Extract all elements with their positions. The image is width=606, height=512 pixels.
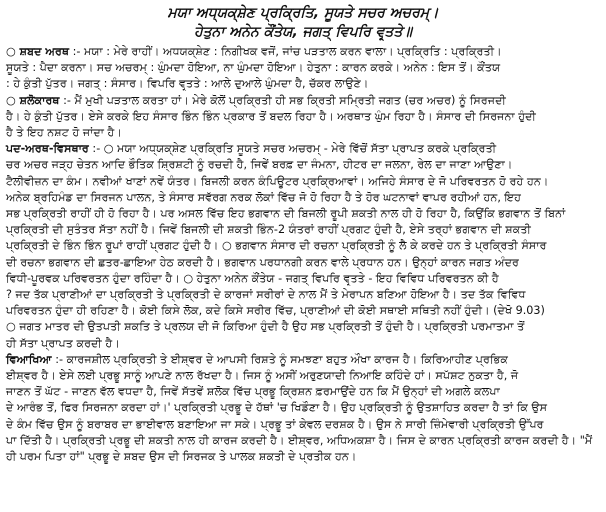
pad-arth-line-11: ○ ਜਗਤ ਮਾਤਰ ਦੀ ਉਤਪਤੀ ਸ਼ਕਤਿ ਤੇ ਪ੍ਰਲਯ ਦੀ ਜੋ ਕਿਰਿਆ ਹੁੰਦੀ ਹੈ ਉਹ ਸਭ ਪ੍ਰਕ੍ਰਿਤੀ ਤੋਂ ਹੁੰਦੀ ਹੈ। ਪ੍ਰਕ੍ਰਿਤੀ ਪਰਮਾਤਮਾ ਤੋਂ xyxy=(6,320,525,334)
pad-arth-line-6: ਪ੍ਰਕ੍ਰਿਤੀ ਦੇ ਭਿੰਨ ਭਿੰਨ ਰੂਪਾਂ ਰਾਹੀਂ ਪ੍ਰਗਟ ਹੁੰਦੀ ਹੈ। ○ ਭਗਵਾਨ ਸੰਸਾਰ ਦੀ ਰਚਨਾ ਪ੍ਰਕ੍ਰਿਤੀ ਨੂੰ ਲੈ ਕੇ ਕਰਦੇ ਹਨ ਤੇ ਪ੍ਰਕ੍ਰਿਤੀ ਸੰਸਾਰ xyxy=(6,239,547,253)
viakhia-line-5: ਪਾ ਦਿੱਤੀ ਹੈ। ਪ੍ਰਕ੍ਰਿਤੀ ਪ੍ਰਭੂ ਦੀ ਸ਼ਕਤੀ ਨਾਲ ਹੀ ਕਾਰਜ ਕਰਦੀ ਹੈ। ਈਸ਼੍ਵਰ, ਅਧਿਅਕਸ਼ਾ ਹੈ। ਜਿਸ ਦੇ ਕਾਰਨ ਪ੍ਰਕ੍ਰਿਤੀ ਕਾਰਜ ਕਰਦੀ ਹੈ। "ਮੈਂ xyxy=(6,433,593,447)
shabad-arth-section xyxy=(6,44,600,93)
shabad-arth-heading: ○ ਸ਼ਬਦ ਅਰਥ xyxy=(6,45,70,58)
viakhia-line-4: ਦੇ ਕੰਮ ਵਿੱਚ ਉਸ ਨੂੰ ਬਰਾਬਰ ਦਾ ਭਾਈਵਾਲ ਬਣਾਇਆ ਜਾ ਸਕੇ। ਪ੍ਰਭੂ ਤਾਂ ਕੇਵਲ ਦਰਸ਼ਕ ਹੈ। ਉਸ ਨੇ ਸਾਰੀ ਜ਼ਿੰਮੇਵਾਰੀ ਪ੍ਰਕ੍ਰਿਤੀ ਉੱਪਰ xyxy=(6,417,544,431)
pad-arth-line-9: ? ਜਦ ਤੱਕ ਪ੍ਰਾਣੀਆਂ ਦਾ ਪ੍ਰਕ੍ਰਿਤੀ ਤੇ ਪ੍ਰਕ੍ਰਿਤੀ ਦੇ ਕਾਰਜਾਂ ਸਰੀਰਾਂ ਦੇ ਨਾਲ ਮੈਂ ਤੇ ਮੇਰਾਪਨ ਬਣਿਆ ਹੋਇਆ ਹੈ। ਤਦ ਤੱਕ ਵਿਵਿਧ xyxy=(6,288,526,302)
shlokarth-heading: ○ ਸ਼ਲੋਕਾਰਥ xyxy=(6,93,60,107)
pad-arth-heading: ਪਦ-ਅਰਥ-ਵਿਸਥਾਰ xyxy=(6,142,89,156)
viakhia-section xyxy=(6,352,600,465)
verse-line-2: ਹੇਤੁਨਾ ਅਨੇਨ ਕੌਂਤੇਯ, ਜਗਤ੍ ਵਿਪਰਿ ਵਰ੍ਤਤੇ॥ xyxy=(194,24,412,40)
shabad-arth-line-2: : ਹੇ ਕੁੰਤੀ ਪੁੱਤਰ। ਜਗਤ੍ : ਸੰਸਾਰ। ਵਿਪਰਿ ਵਰ੍ਤਤੇ : ਆਲੇ ਦੁਆਲੇ ਘੁੰਮਦਾ ਹੈ, ਚੱਕਰ ਲਾਉਣੇ। xyxy=(6,77,369,91)
pad-arth-section xyxy=(6,141,600,352)
viakhia-line-6: ਹੀ ਪਰਮ ਪਿਤਾ ਹਾਂ" ਪ੍ਰਭੂ ਦੇ ਸ਼ਬਦ ਉਸ ਦੀ ਸਿਰਜਕ ਤੇ ਪਾਲਕ ਸ਼ਕਤੀ ਦੇ ਪ੍ਰਤੀਕ ਹਨ। xyxy=(6,450,357,464)
viakhia-line-2: ਜਾਣਨ ਤੋਂ ਘੱਟ - ਜਾਣਨ ਵੱਲ ਵਧਦਾ ਹੈ, ਜਿਵੇਂ ਸੱਤਵੇਂ ਸ਼ਲੋਕ ਵਿੱਚ ਪ੍ਰਭੂ ਕ੍ਰਿਸ਼ਨ ਫ਼ਰਮਾਉਂਦੇ ਹਨ ਕਿ ਮੈਂ ਉਨ੍ਹਾਂ ਦੀ ਅਗਲੇ ਕਲਪਾ xyxy=(6,385,500,399)
shlokarth-line-2: ਹੈ ਤੇ ਇਹ ਨਸ਼ਟ ਹੋ ਜਾਂਦਾ ਹੈ। xyxy=(6,126,122,140)
pad-arth-line-10: ਪਰਿਵਰਤਨ ਹੁੰਦਾ ਹੀ ਰਹਿਣਾ ਹੈ। ਕੋਈ ਕਿਸੇ ਲੋਕ, ਕਦੇ ਕਿਸੇ ਸਰੀਰ ਵਿੱਚ, ਪ੍ਰਾਣੀਆਂ ਦੀ ਕੋਈ ਸਥਾਈ ਸਥਿਤੀ ਨਹੀਂ ਹੁੰਦੀ। (ਦੇਖੋ 9.03) xyxy=(6,304,545,318)
pad-arth-line-7: ਦੀ ਰਚਨਾ ਭਗਵਾਨ ਦੀ ਛਤਰ-ਛਾਇਆ ਹੇਠ ਕਰਦੀ ਹੈ। ਭਗਵਾਨ ਪਰਧਾਨਗੀ ਕਰਨ ਵਾਲੇ ਪ੍ਰਧਾਨ ਹਨ। ਉਨ੍ਹਾਂ ਕਾਰਨ ਜਗਤ ਅੰਦਰ xyxy=(6,255,519,269)
verse-line-1: ਮਯਾ ਅਧ੍ਯਕ੍ਸ਼ੇਣ ਪ੍ਰਕ੍ਰਿਤਿ, ਸੂਯਤੇ ਸਚਰ ਅਚਰਮ੍। xyxy=(167,5,439,21)
pad-arth-line-3: ਅਨੇਕ ਬ੍ਰਹਿਮੰਡ ਦਾ ਸਿਰਜਨ ਪਾਲਨ, ਤੇ ਸੰਸਾਰ ਸਵੱਰਗ ਨਰਕ ਲੋਕਾਂ ਵਿੱਚ ਜੋ ਹੋ ਰਿਹਾ ਹੈ ਤੇ ਹੋਰ ਘਟਨਾਵਾਂ ਵਾਪਰ ਰਹੀਆਂ ਹਨ, ਇਹ xyxy=(6,190,522,204)
viakhia-line-1: ਈਸ਼੍ਵਰ ਹੈ। ਏਸੇ ਲਈ ਪ੍ਰਭੂ ਸਾਨੂੰ ਆਪਣੇ ਨਾਲ ਰੱਖਦਾ ਹੈ। ਜਿਸ ਨੂੰ ਅਸੀਂ ਅਰੁਣਯਾਦੀ ਨਿਆਇ ਕਹਿੰਦੇ ਹਾਂ। ਸਪੱਸ਼ਟ ਨੁਕਤਾ ਹੈ, ਜੋ xyxy=(6,369,519,383)
pad-arth-line-2: ਟੈਲੀਵੀਜ਼ਨ ਦਾ ਕੰਮ। ਨਵੀਆਂ ਖਾਣਾਂ ਨਵੇਂ ਯੰਤਰ। ਬਿਜਲੀ ਕਰਨ ਕੰਪਿਊਟਰ ਪ੍ਰਕ੍ਰਿਆਵਾਂ। ਅਜਿਹੇ ਸੰਸਾਰ ਦੇ ਜੋ ਪਰਿਵਰਤਨ ਹੋ ਰਹੇ ਹਨ। xyxy=(6,174,549,188)
shabad-arth-line-1: ਸੂਯਤੇ : ਪੈਦਾ ਕਰਨਾ। ਸਚ ਅਚਰਮ੍ : ਘੁੰਮਦਾ ਹੋਇਆ, ਨਾ ਘੁੰਮਦਾ ਹੋਇਆ। ਹੇਤੁਨਾ : ਕਾਰਨ ਕਰਕੇ। ਅਨੇਨ : ਇਸ ਤੋਂ। ਕੌਂਤਯ xyxy=(6,61,501,75)
pad-arth-line-12: ਹੀ ਸੱਤਾ ਪ੍ਰਾਪਤ ਕਰਦੀ ਹੈ। xyxy=(6,336,120,350)
shlokarth-section xyxy=(6,93,600,142)
shlokarth-line-0: ○ ਸ਼ਲੋਕਾਰਥ :- ਮੈਂ ਮੁਖੀ ਪੜਤਾਲ ਕਰਤਾ ਹਾਂ। ਮੇਰੇ ਕੋਲੋਂ ਪ੍ਰਕ੍ਰਿਤੀ ਹੀ ਸਭ ਕ੍ਰਿਤੀ ਸਮ੍ਰਿਤੀ ਜਗਤ (ਚਰ ਅਚਰ) ਨੂੰ ਸਿਰਜਦੀ xyxy=(6,93,506,107)
pad-arth-line-1: ਚਰ ਅਚਰ ਜੜ੍ਹ ਚੇਤਨ ਆਦਿ ਭੌਤਿਕ ਸ਼੍ਰਿਸ਼ਟੀ ਨੂੰ ਰਚਦੀ ਹੈ, ਜਿਵੇਂ ਬਰਫ਼ ਦਾ ਜੰਮਨਾ, ਹੀਟਰ ਦਾ ਜਲਨਾ, ਰੇਲ ਦਾ ਜਾਣਾ ਆਉਣਾ। xyxy=(6,158,513,172)
viakhia-line-0: ਵਿਆਖਿਆ :- ਕਾਰਜਸ਼ੀਲ ਪ੍ਰਕ੍ਰਿਤੀ ਤੇ ਈਸ਼੍ਵਰ ਦੇ ਆਪਸੀ ਰਿਸ਼ਤੇ ਨੂੰ ਸਮਝਣਾ ਬਹੁਤ ਔਖਾ ਕਾਰਜ ਹੈ। ਕਿਰਿਆਹੀਣ ਪ੍ਰਭਿਕ xyxy=(6,352,509,366)
pad-arth-line-8: ਵਿਧੀ-ਪੂਰਵਕ ਪਰਿਵਰਤਨ ਹੁੰਦਾ ਰਹਿੰਦਾ ਹੈ। ○ ਹੇਤੁਨਾ ਅਨੇਨ ਕੌਂਤੇਯ - ਜਗਤ੍ ਵਿਪਰਿ ਵਰ੍ਤਤੇ - ਇਹ ਵਿਵਿਧ ਪਰਿਵਰਤਨ ਕੀ ਹੈ xyxy=(6,271,499,285)
shabad-arth-line-0: ○ ਸ਼ਬਦ ਅਰਥ :- ਮਯਾ : ਮੇਰੇ ਰਾਹੀਂ। ਅਧਯਕ੍ਸ਼ੇਣ : ਨਿਗੀਖਕ ਵਜੋਂ, ਜਾਂਚ ਪੜਤਾਲ ਕਰਨ ਵਾਲਾ। ਪ੍ਰਕ੍ਰਿਤਿ : ਪ੍ਰਕ੍ਰਿਤੀ। xyxy=(6,45,502,58)
pad-arth-line-5: ਪ੍ਰਕ੍ਰਿਤੀ ਦੀ ਸੁਤੰਤਰ ਸੱਤਾ ਨਹੀਂ ਹੈ। ਜਿਵੇਂ ਬਿਜਲੀ ਦੀ ਸ਼ਕਤੀ ਭਿੰਨ-2 ਯੰਤਰਾਂ ਰਾਹੀਂ ਪ੍ਰਗਟ ਹੁੰਦੀ ਹੈ, ਏਸੇ ਤਰ੍ਹਾਂ ਭਗਵਾਨ ਦੀ ਸ਼ਕਤੀ xyxy=(6,223,531,237)
viakhia-line-3: ਦੇ ਆਰੰਭ ਤੋਂ, ਫਿਰ ਸਿਰਜਨਾ ਕਰਦਾ ਹਾਂ।' ਪ੍ਰਕ੍ਰਿਤੀ ਪ੍ਰਭੂ ਦੇ ਹੱਥਾਂ 'ਚ ਖਿਡੌਣਾ ਹੈ। ਉਹ ਪ੍ਰਕ੍ਰਿਤੀ ਨੂੰ ਉਤਸ਼ਾਹਿਤ ਕਰਦਾ ਹੈ ਤਾਂ ਕਿ ਉਸ xyxy=(6,401,548,415)
pad-arth-line-0: ਪਦ-ਅਰਥ-ਵਿਸਥਾਰ :- ○ ਮਯਾ ਅਧ੍ਯਕ੍ਸ਼ੇਣ ਪ੍ਰਕ੍ਰਿਤਿ ਸੂਯਤੇ ਸਚਰ ਅਚਰਮ੍ - ਮੇਰੇ ਵਿੱਚੋਂ ਸੱਤਾ ਪ੍ਰਾਪਤ ਕਰਕੇ ਪ੍ਰਕ੍ਰਿਤੀ xyxy=(6,142,497,156)
viakhia-heading: ਵਿਆਖਿਆ xyxy=(6,352,52,366)
shlokarth-line-1: ਹੈ। ਹੇ ਕੁੰਤੀ ਪੁੱਤਰ। ਏਸੇ ਕਰਕੇ ਇਹ ਸੰਸਾਰ ਭਿੰਨ ਭਿੰਨ ਪ੍ਰਕਾਰ ਤੋਂ ਬਦਲ ਰਿਹਾ ਹੈ। ਅਰਥਾਤ ਘੁੰਮ ਰਿਹਾ ਹੈ। ਸੰਸਾਰ ਦੀ ਸਿਰਜਨਾ ਹੁੰਦੀ xyxy=(6,109,536,123)
pad-arth-line-4: ਸਭ ਪ੍ਰਕ੍ਰਿਤੀ ਰਾਹੀਂ ਹੀ ਹੋ ਰਿਹਾ ਹੈ। ਪਰ ਅਸਲ ਵਿੱਚ ਇਹ ਭਗਵਾਨ ਦੀ ਬਿਜਲੀ ਰੂਪੀ ਸ਼ਕਤੀ ਨਾਲ ਹੀ ਹੋ ਰਿਹਾ ਹੈ, ਕਿਉਂਕਿ ਭਗਵਾਨ ਤੋਂ ਬਿਨਾਂ xyxy=(6,207,566,221)
